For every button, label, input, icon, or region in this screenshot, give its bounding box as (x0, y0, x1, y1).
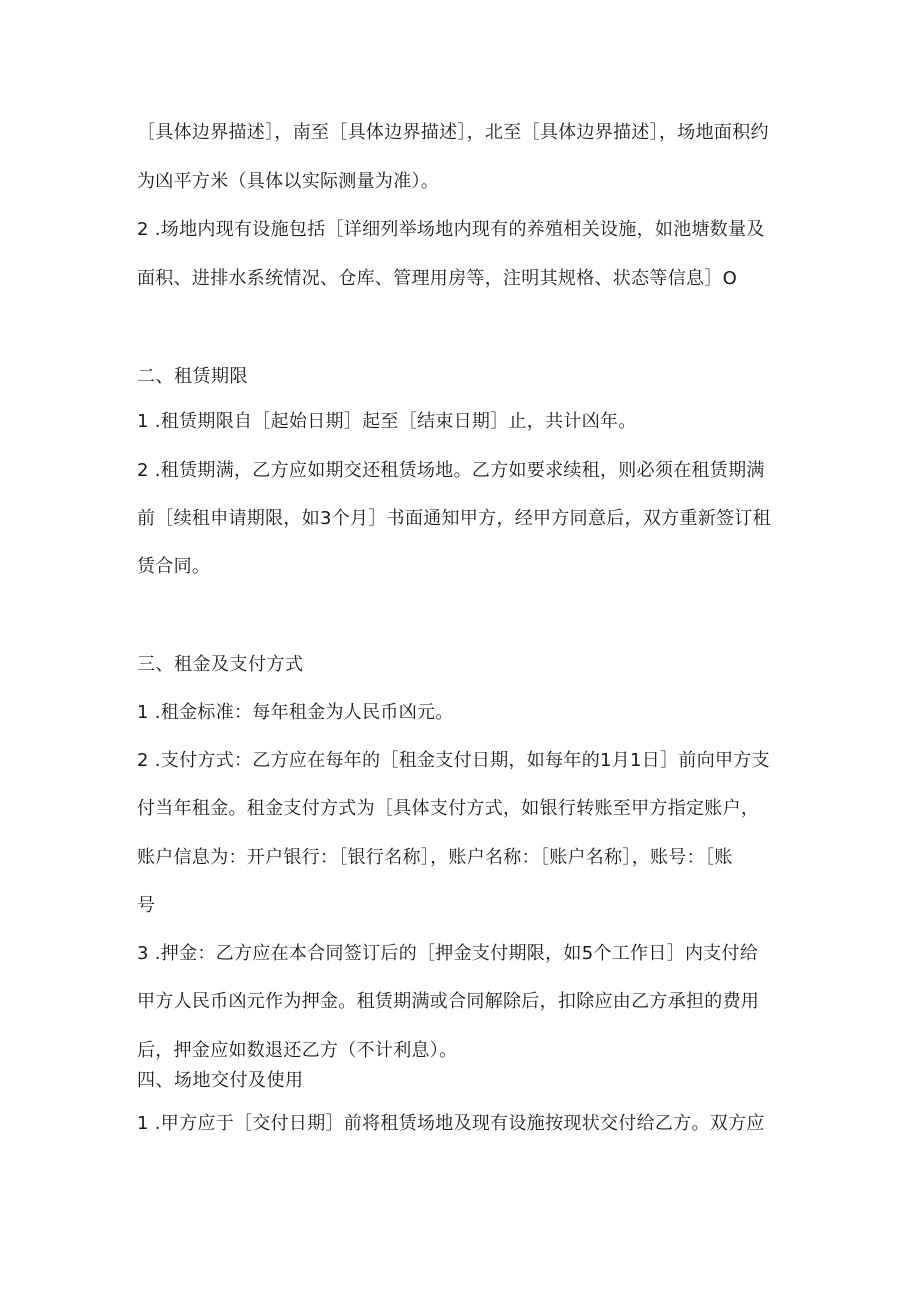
deposit-clause-line: 后，押金应如数退还乙方（不计利息）。 (137, 1040, 458, 1061)
area-text-line: 为凶平方米（具体以实际测量为准）。 (137, 171, 440, 192)
facilities-clause-line: 面积、进排水系统情况、仓库、管理用房等，注明其规格、状态等信息］O (137, 268, 738, 289)
renewal-clause-line: 2 .租赁期满，乙方应如期交还租赁场地。乙方如要求续租，则必须在租赁期满 (137, 460, 765, 481)
payment-clause-line: 2 .支付方式：乙方应在每年的［租金支付日期，如每年的1月1日］前向甲方支 (137, 750, 770, 771)
facilities-clause-line: 2 .场地内现有设施包括［详细列举场地内现有的养殖相关设施，如池塘数量及 (137, 219, 765, 240)
deposit-clause-line: 3 .押金：乙方应在本合同签订后的［押金支付期限，如5个工作日］内支付给 (137, 943, 759, 964)
section-heading-rent-payment: 三、租金及支付方式 (137, 654, 304, 675)
payment-clause-line: 账户信息为：开户银行：［银行名称］，账户名称：［账户名称］，账号：［账 (137, 847, 733, 868)
rent-standard-clause-line: 1 .租金标准：每年租金为人民币凶元。 (137, 702, 454, 723)
section-heading-lease-term: 二、租赁期限 (137, 366, 248, 387)
boundary-text-line: ［具体边界描述］，南至［具体边界描述］，北至［具体边界描述］，场地面积约 (137, 122, 769, 143)
renewal-clause-line: 赁合同。 (137, 556, 211, 577)
lease-term-clause-line: 1 .租赁期限自［起始日期］起至［结束日期］止，共计凶年。 (137, 411, 637, 432)
payment-clause-line: 号 (137, 895, 156, 916)
payment-clause-line: 付当年租金。租金支付方式为［具体支付方式，如银行转账至甲方指定账户， (137, 798, 760, 819)
section-heading-site-delivery: 四、场地交付及使用 (137, 1070, 304, 1091)
renewal-clause-line: 前［续租申请期限，如3个月］书面通知甲方，经甲方同意后，双方重新签订租 (137, 508, 771, 529)
delivery-clause-line: 1 .甲方应于［交付日期］前将租赁场地及现有设施按现状交付给乙方。双方应 (137, 1113, 765, 1134)
deposit-clause-line: 甲方人民币凶元作为押金。租赁期满或合同解除后，扣除应由乙方承担的费用 (137, 991, 760, 1012)
